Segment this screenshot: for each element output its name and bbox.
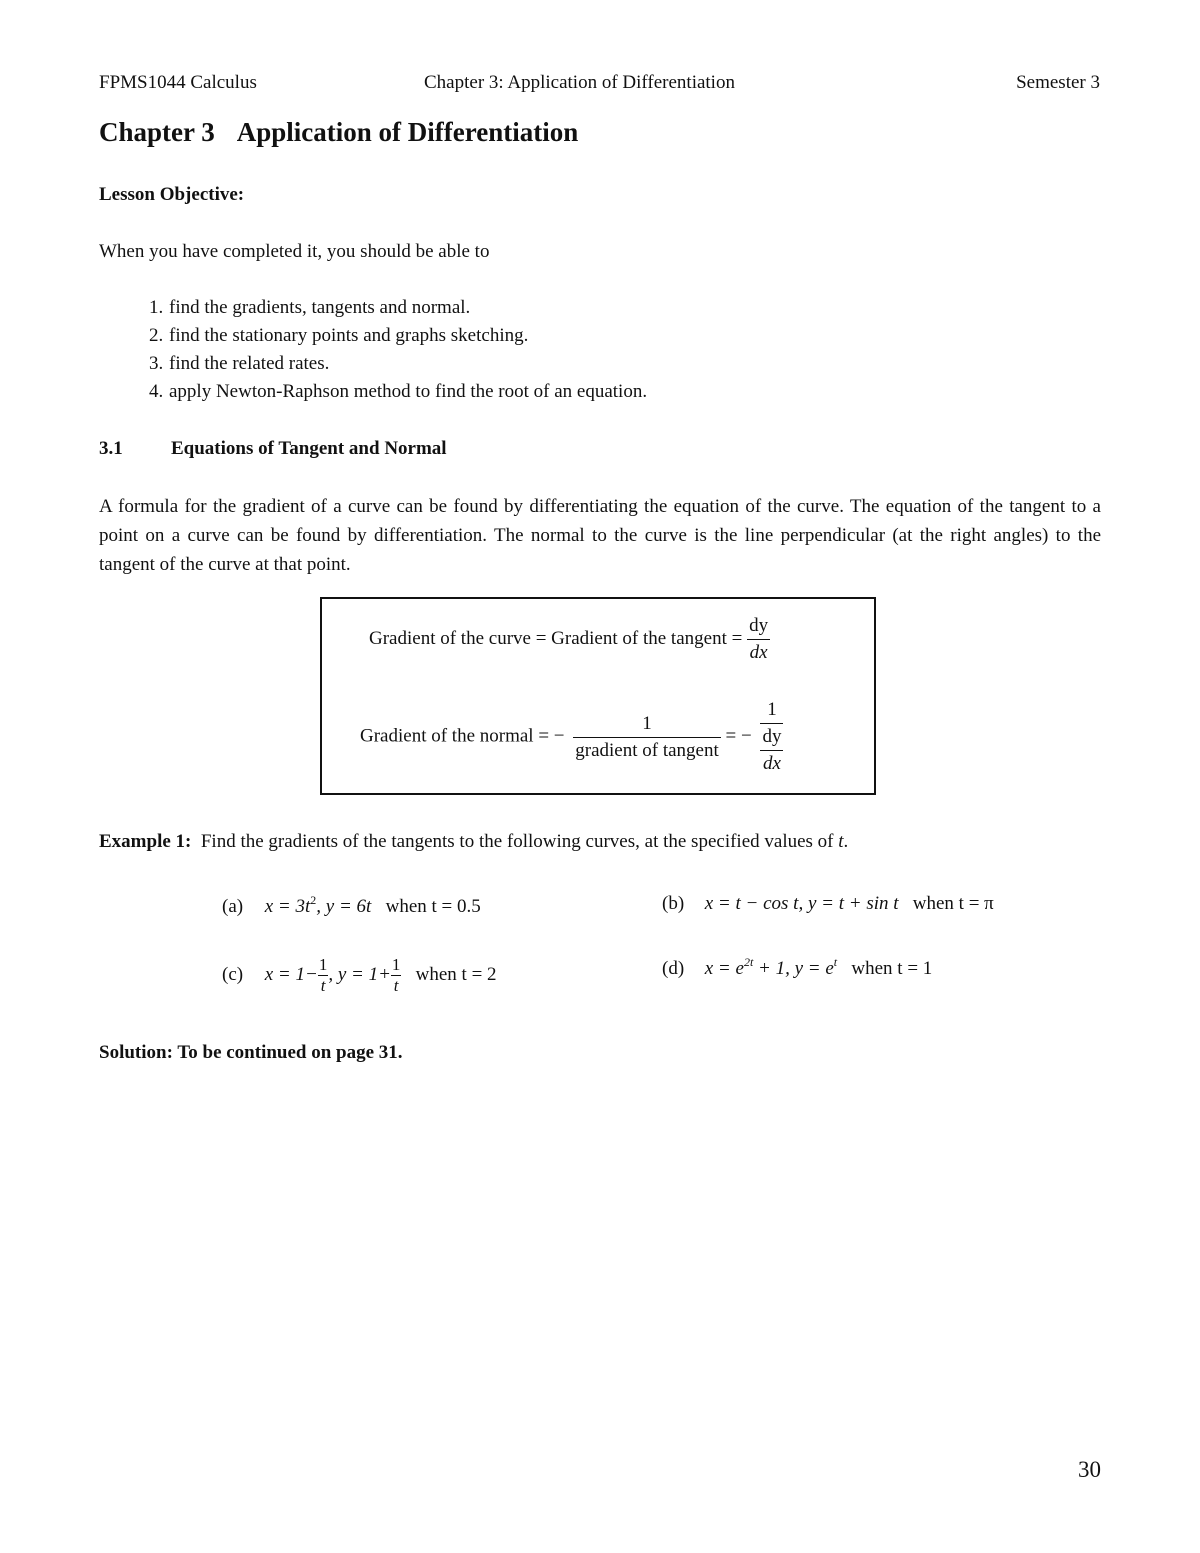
part-label: (a) xyxy=(222,896,244,917)
numerator-one-2: 1 xyxy=(760,697,783,724)
example-part-a xyxy=(222,893,481,918)
inner-dy-dx-fraction xyxy=(760,724,783,777)
part-d-condition: when t = 1 xyxy=(851,958,933,979)
dy-dx-fraction xyxy=(747,613,770,666)
example-part-c xyxy=(222,955,497,996)
example-text: Find the gradients of the tangents to the following curves, at the specified values of xyxy=(200,831,834,852)
objective-number: 4. xyxy=(149,381,164,402)
part-a-x-equation: x = 3t xyxy=(264,896,311,917)
part-label: (d) xyxy=(662,958,685,979)
gradient-curve-formula xyxy=(369,613,770,666)
chapter-label: Chapter 3 xyxy=(99,117,215,147)
list-item xyxy=(99,353,330,381)
equals-minus: = − xyxy=(725,725,752,747)
reciprocal-gradient-fraction xyxy=(573,711,721,764)
section-title: Equations of Tangent and Normal xyxy=(171,438,447,459)
inner-dy: dy xyxy=(760,724,783,751)
section-heading xyxy=(99,438,447,460)
lesson-intro: When you have completed it, you should be able to xyxy=(99,241,490,262)
lesson-objective-heading: Lesson Objective: xyxy=(99,184,245,205)
header-chapter: Chapter 3: Application of Differentiation xyxy=(424,72,735,93)
part-b-condition: when t = π xyxy=(912,893,994,914)
objective-text: find the related rates. xyxy=(169,353,330,374)
part-c-condition: when t = 2 xyxy=(415,963,497,985)
part-d-x-exponent: 2t xyxy=(743,955,754,969)
gradient-of-tangent: gradient of tangent xyxy=(575,739,719,761)
part-a-condition: when t = 0.5 xyxy=(385,896,481,917)
part-d-x-prefix: x = e xyxy=(704,958,744,979)
example-statement: Example 1: Find the gradients of the tangents to the following curves, at the specified values of t. xyxy=(99,831,849,852)
part-b-expression: x = t − cos t, y = t + sin t xyxy=(704,893,899,914)
list-item xyxy=(99,381,648,409)
gradient-normal-formula xyxy=(360,697,783,777)
part-d-y-exponent: t xyxy=(833,955,838,969)
chapter-title xyxy=(99,117,578,148)
part-label: (c) xyxy=(222,963,244,985)
page-number: 30 xyxy=(1078,1457,1101,1482)
solution-note: Solution: To be continued on page 31. xyxy=(99,1042,403,1063)
section-paragraph: A formula for the gradient of a curve can be found by differentiating the equation of the curve. The equation of the tangent to a point on a curve can be found by differentiation. The normal to the curve is the line perpendicular (at the right angles) to the tangent of the curve at that point. xyxy=(99,496,1101,575)
part-c-fraction-1: $\frac{1}{t}$ xyxy=(318,955,328,995)
objective-text: find the gradients, tangents and normal. xyxy=(169,297,471,318)
reciprocal-derivative-fraction xyxy=(760,697,783,777)
example-variable: t xyxy=(838,831,844,852)
inner-dx: dx xyxy=(763,753,781,774)
part-c-x-prefix: x = 1− xyxy=(264,963,318,985)
section-number: 3.1 xyxy=(99,438,123,459)
formula-box xyxy=(320,597,876,795)
example-part-b xyxy=(662,893,994,915)
dx: dx xyxy=(749,642,768,663)
example-part-d xyxy=(662,955,932,980)
gradient-normal-label: Gradient of the normal = − xyxy=(360,725,565,747)
objectives-list xyxy=(99,297,648,409)
header-course: FPMS1044 Calculus xyxy=(99,72,257,93)
objective-number: 1. xyxy=(149,297,164,318)
gradient-curve-label: Gradient of the curve = Gradient of the tangent = xyxy=(369,627,743,649)
numerator-one: 1 xyxy=(573,711,721,738)
part-c-y-prefix: , y = 1+ xyxy=(328,963,391,985)
list-item xyxy=(99,297,471,325)
list-item xyxy=(99,325,529,353)
header-semester: Semester 3 xyxy=(1016,72,1100,93)
part-label: (b) xyxy=(662,893,685,914)
objective-number: 2. xyxy=(149,325,164,346)
part-a-y-equation: , y = 6t xyxy=(316,896,372,917)
objective-number: 3. xyxy=(149,353,164,374)
example-label: Example 1: xyxy=(99,831,192,852)
part-a-exponent: 2 xyxy=(310,893,317,907)
part-d-x-post: + 1, y = e xyxy=(753,958,834,979)
part-c-fraction-2: $\frac{1}{t}$ xyxy=(391,955,401,995)
dy: dy xyxy=(747,613,770,640)
chapter-name: Application of Differentiation xyxy=(236,117,579,147)
objective-text: apply Newton-Raphson method to find the root of an equation. xyxy=(169,381,648,402)
objective-text: find the stationary points and graphs sketching. xyxy=(169,325,529,346)
